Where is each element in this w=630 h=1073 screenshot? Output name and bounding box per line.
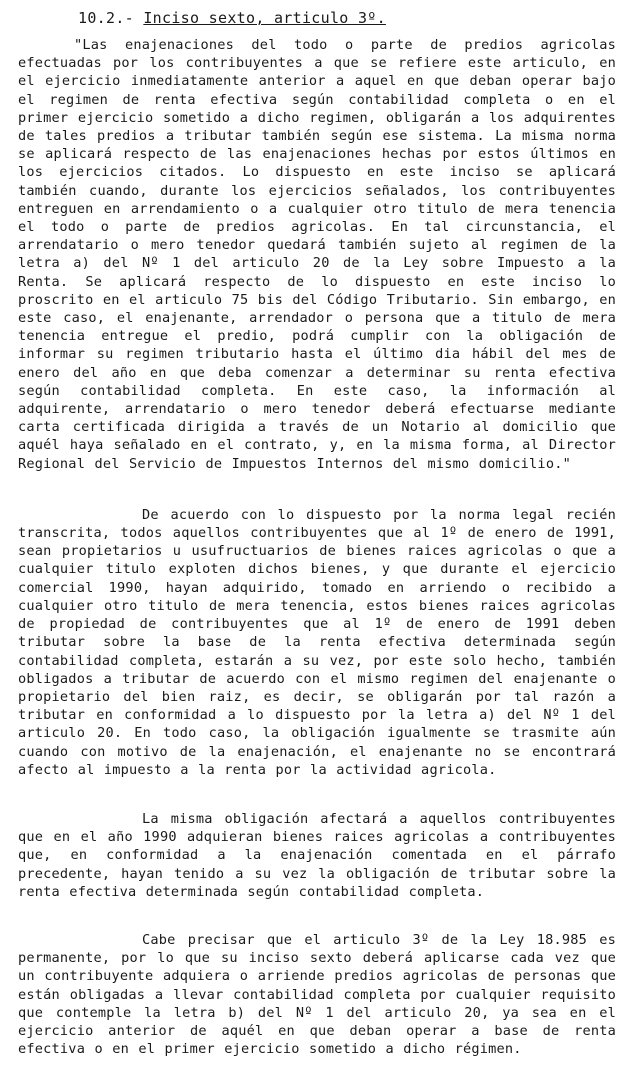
quoted-law-paragraph: "Las enajenaciones del todo o parte de predios agricolas efectuadas por los contribuyentes a que se refiere este articulo, en el ejercicio inmediatamente anterior a aquel en que deban operar bajo el regimen de renta efectiva según contabilidad completa o en el primer ejercicio sometido a dicho regimen, obligarán a los adquirentes de tales predios a tributar también según ese sistema. La misma norma se aplicará respecto de las enajenaciones hechas por estos últimos en los ejercicios citados. Lo dispuesto en este inciso se aplicará también cuando, durante los ejercicios señalados, los contribuyentes entreguen en arrendamiento o a cualquier otro titulo de mera tenencia el todo o parte de predios agricolas. En tal circunstancia, el arrendatario o mero tenedor quedará también sujeto al regimen de la letra a) del Nº 1 del articulo 20 de la Ley sobre Impuesto a la Renta. Se aplicará respecto de lo dispuesto en este inciso lo proscrito en el articulo 75 bis del Código Tributario. Sin embargo, en este caso, el enajenante, arrendador o persona que a titulo de mera tenencia entregue el predio, podrá cumplir con la obligación de informar su regimen tributario hasta el último dia hábil del mes de enero del año en que deba comenzar a determinar su renta efectiva según contabilidad completa. En este caso, la información al adquirente, arrendatario o mero tenedor deberá efectuarse mediante carta certificada dirigida a través de un Notario al domicilio que aquél haya señalado en el contrato, y, en la misma forma, al Director Regional del Servicio de Impuestos Internos del mismo domicilio." xyxy=(18,37,616,472)
section-heading xyxy=(78,8,616,28)
section-title: Inciso sexto, articulo 3º. xyxy=(143,9,386,27)
body-paragraph-2: La misma obligación afectará a aquellos contribuyentes que en el año 1990 adquieran bienes raices agricolas a contribuyentes que, en conformidad a la enajenación comentada en el párrafo precedente, hayan tenido a su vez la obligación de tributar sobre la renta efectiva determinada según contabilidad completa. xyxy=(18,810,616,900)
body-paragraph-1: De acuerdo con lo dispuesto por la norma legal recién transcrita, todos aquellos contribuyentes que al 1º de enero de 1991, sean propietarios u usufructuarios de bienes raices agricolas o que a cualquier titulo exploten dichos bienes, y que durante el ejercicio comercial 1990, hayan adquirido, tomado en arriendo o recibido a cualquier otro titulo de mera tenencia, estos bienes raices agricolas de propiedad de contribuyentes que al 1º de enero de 1991 deben tributar sobre la base de la renta efectiva determinada según contabilidad completa, estarán a su vez, por este solo hecho, también obligados a tributar de acuerdo con el mismo regimen del enajenante o propietario del bien raiz, es decir, se obligarán por tal razón a tributar en conformidad a lo dispuesto por la letra a) del Nº 1 del articulo 20. En todo caso, la obligación igualmente se trasmite aún cuando con motivo de la enajenación, el enajenante no se encontrará afecto al impuesto a la renta por la actividad agricola. xyxy=(18,506,616,778)
body-paragraph-3: Cabe precisar que el articulo 3º de la Ley 18.985 es permanente, por lo que su inciso sexto deberá aplicarse cada vez que un contribuyente adquiera o arriende predios agricolas de personas que están obligadas a llevar contabilidad completa por cualquier requisito que contemple la letra b) del Nº 1 del articulo 20, ya sea en el ejercicio anterior de aquél en que deban operar a base de renta efectiva o en el primer ejercicio sometido a dicho régimen. xyxy=(18,931,616,1058)
section-number: 10.2.- xyxy=(78,9,134,27)
